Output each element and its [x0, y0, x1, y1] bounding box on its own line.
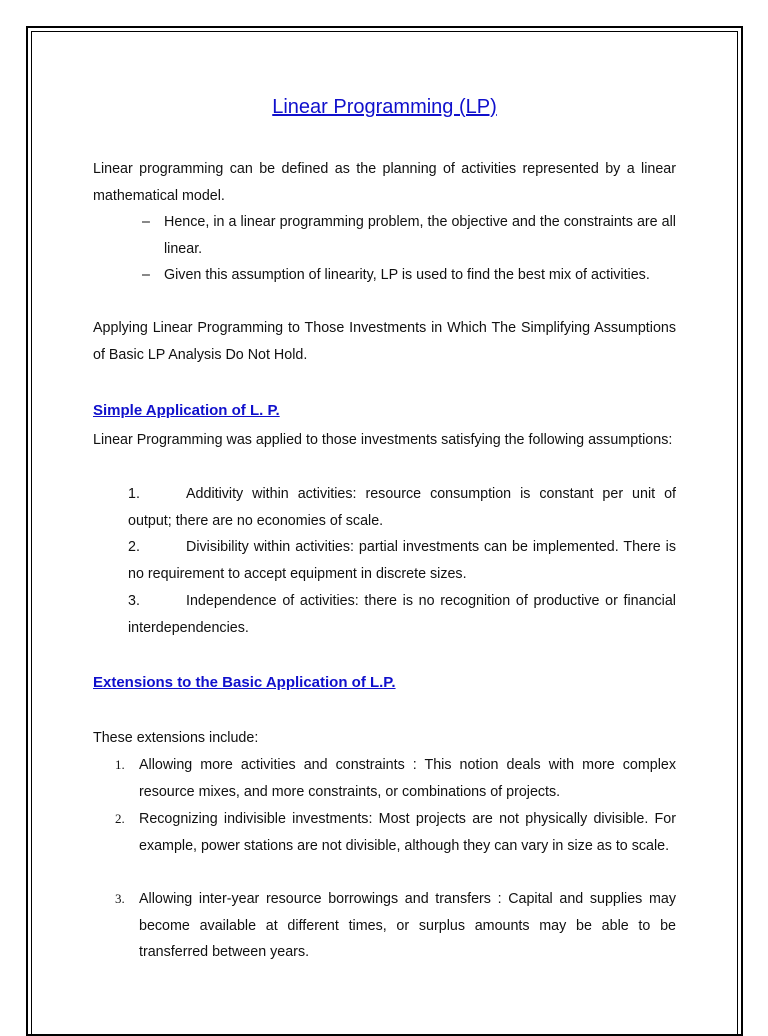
dash-bullet-2 [142, 262, 676, 289]
assumption-item-1 [128, 481, 676, 534]
page-title: Linear Programming (LP) [272, 96, 497, 118]
item-number: 2. [115, 811, 125, 826]
dash-marker: – [142, 214, 150, 230]
item-number: 3. [128, 593, 140, 609]
section1-intro: Linear Programming was applied to those investments satisfying the following assumptions: [93, 432, 673, 448]
dash-marker: – [142, 267, 150, 283]
applying-paragraph: Applying Linear Programming to Those Investments in Which The Simplifying Assumptions of Basic LP Analysis Do Not Hold. [93, 320, 676, 363]
extension-item-2 [115, 806, 676, 859]
item-number: 3. [115, 891, 125, 906]
item-number: 1. [115, 757, 125, 772]
intro-paragraph: Linear programming can be defined as the planning of activities represented by a linear mathematical model. [93, 161, 676, 204]
dash-bullet-text: Hence, in a linear programming problem, the objective and the constraints are all linear. [164, 214, 676, 257]
assumption-item-2 [128, 534, 676, 587]
section-heading-extensions: Extensions to the Basic Application of L.P. [93, 674, 396, 691]
extension-item-1 [115, 752, 676, 805]
item-text: Divisibility within activities: partial investments can be implemented. There is no requirement to accept equipment in discrete sizes. [128, 539, 676, 582]
item-text: Independence of activities: there is no recognition of productive or financial interdependencies. [128, 593, 676, 636]
item-text: Recognizing indivisible investments: Most projects are not physically divisible. For example, power stations are not divisible, although they can vary in size as to scale. [139, 811, 676, 854]
extension-item-3 [115, 886, 676, 966]
item-text: Allowing more activities and constraints : This notion deals with more complex resource mixes, and more constraints, or combinations of projects. [139, 757, 676, 800]
dash-bullet-1 [142, 209, 676, 262]
item-text: Additivity within activities: resource consumption is constant per unit of output; there are no economies of scale. [128, 486, 676, 529]
item-text: Allowing inter-year resource borrowings and transfers : Capital and supplies may become available at different times, or surplus amounts may be able to be transferred between years. [139, 891, 676, 961]
item-number: 1. [128, 486, 140, 502]
assumption-item-3 [128, 588, 676, 641]
dash-bullet-text: Given this assumption of linearity, LP is used to find the best mix of activities. [164, 267, 650, 283]
section-heading-simple-application: Simple Application of L. P. [93, 402, 280, 419]
item-number: 2. [128, 539, 140, 555]
section2-intro: These extensions include: [93, 730, 259, 746]
